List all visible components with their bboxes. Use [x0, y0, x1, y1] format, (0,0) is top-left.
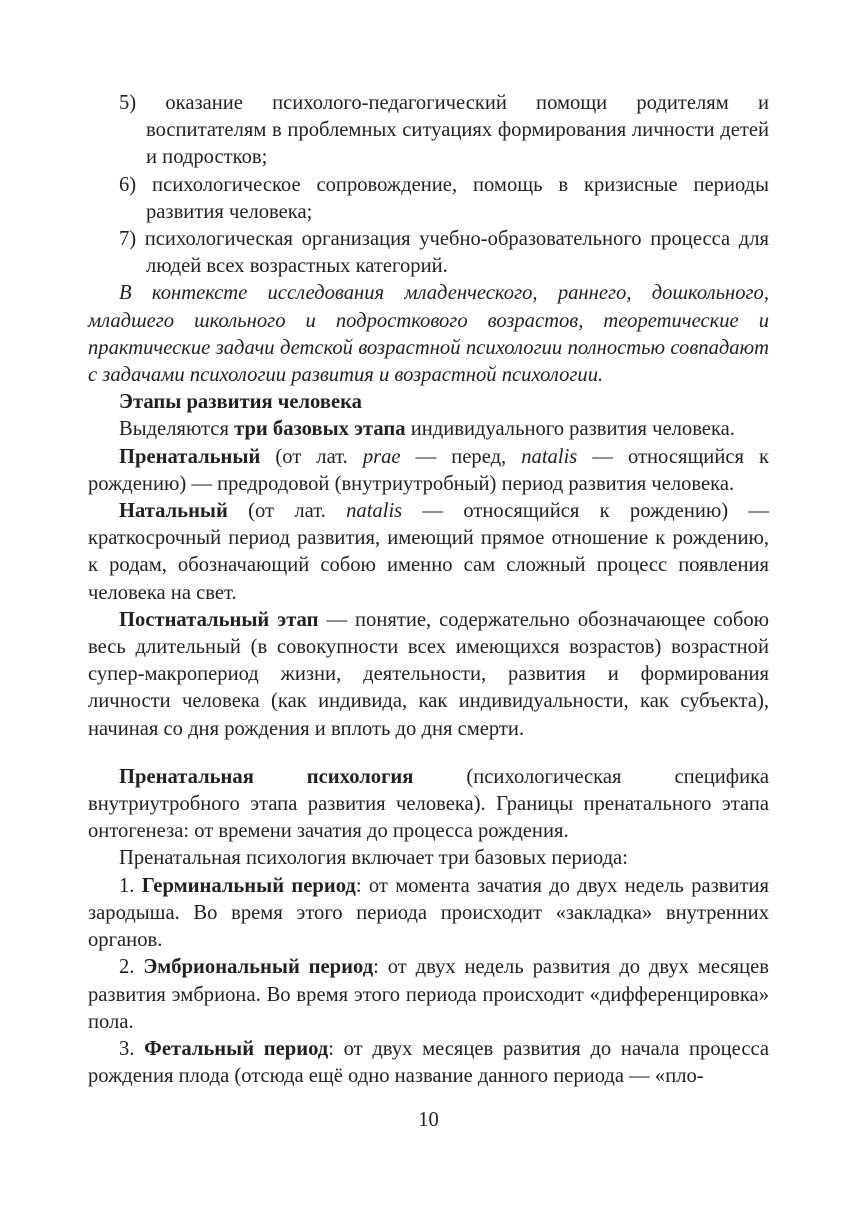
periods-intro: Пренатальная психология включает три базовых периода: [119, 847, 628, 870]
prenatal-text-1: (от лат. [260, 445, 363, 468]
prenatal-latin-2: natalis [521, 445, 578, 468]
italic-note: В контексте исследования младенческого, раннего, дошкольного, младшего школьного и подросткового возрастов, теоретические и практические задачи детской возрастной психологии полностью совпадают с задачами психологии развития и возрастной психологии. [88, 282, 769, 387]
prenatal-psychology-term: Пренатальная психология [119, 765, 414, 788]
stages-intro [88, 416, 769, 443]
period-term: Герминальный период [141, 874, 356, 897]
list-item: 7) психологическая организация учебно-образовательного процесса для людей всех возрастных категорий. [119, 228, 769, 278]
natal-latin: natalis [346, 500, 403, 523]
postnatal-text: — понятие, содержательно обозначающее собою весь длительный (в совокупности всех имеющихся возрастов) возрастной супер-макропериод жизни, деятельности, развития и формирования личности человека (как индивида, как индивидуальности, как субъекта), начиная со дня рождения и вплоть до дня смерти. [88, 608, 769, 740]
stages-intro-bold: три базовых этапа [234, 418, 406, 441]
period-item [88, 1036, 769, 1090]
list-item: 6) психологическое сопровождение, помощь в кризисные периоды развития человека; [119, 173, 769, 223]
section-heading: Этапы развития человека [119, 391, 362, 414]
period-number: 1. [119, 874, 142, 897]
prenatal-text-3: — относящийся к рождению) — предродовой (внутриутробный) период развития человека. [88, 445, 769, 495]
stages-intro-text: Выделяются [119, 418, 235, 441]
period-item [88, 954, 769, 1036]
postnatal-definition [88, 607, 769, 743]
period-text: : от двух недель развития до двух месяцев развития эмбриона. Во время этого периода происходит «дифференцировка» пола. [88, 956, 769, 1033]
period-term: Фетальный период [144, 1037, 329, 1060]
page-number: 10 [418, 1109, 439, 1131]
list-item: 5) оказание психолого-педагогический помощи родителям и воспитателям в проблемных ситуациях формирования личности детей и подростков; [119, 92, 769, 169]
prenatal-text-2: — перед, [400, 445, 522, 468]
page-body [88, 90, 769, 1090]
prenatal-psychology [88, 764, 769, 846]
prenatal-definition [88, 444, 769, 498]
natal-text-1: (от лат. [227, 500, 347, 523]
period-number: 2. [119, 956, 144, 979]
natal-term: Натальный [119, 500, 228, 523]
prenatal-term: Пренатальный [119, 445, 261, 468]
period-number: 3. [119, 1037, 145, 1060]
postnatal-term: Постнатальный этап [119, 608, 319, 631]
stages-intro-text-end: индивидуального развития человека. [405, 418, 735, 441]
natal-text-2: — относящийся к рождению) — краткосрочный период развития, имеющий прямое отношение к рождению, к родам, обозначающий собою именно сам сложный процесс появления человека на свет. [88, 500, 769, 604]
prenatal-latin-1: prae [362, 445, 401, 468]
prenatal-psychology-text: (психологическая специфика внутриутробного этапа развития человека). Границы пренатального этапа онтогенеза: от времени зачатия до процесса рождения. [88, 765, 769, 843]
period-item [88, 873, 769, 955]
natal-definition [88, 498, 769, 607]
period-term: Эмбриональный период [143, 956, 374, 979]
period-text: : от момента зачатия до двух недель развития зародыша. Во время этого периода происходит «закладка» внутренних органов. [88, 874, 770, 952]
period-text: : от двух месяцев развития до начала процесса рождения плода (отсюда ещё одно название данного периода — «пло- [88, 1037, 769, 1088]
